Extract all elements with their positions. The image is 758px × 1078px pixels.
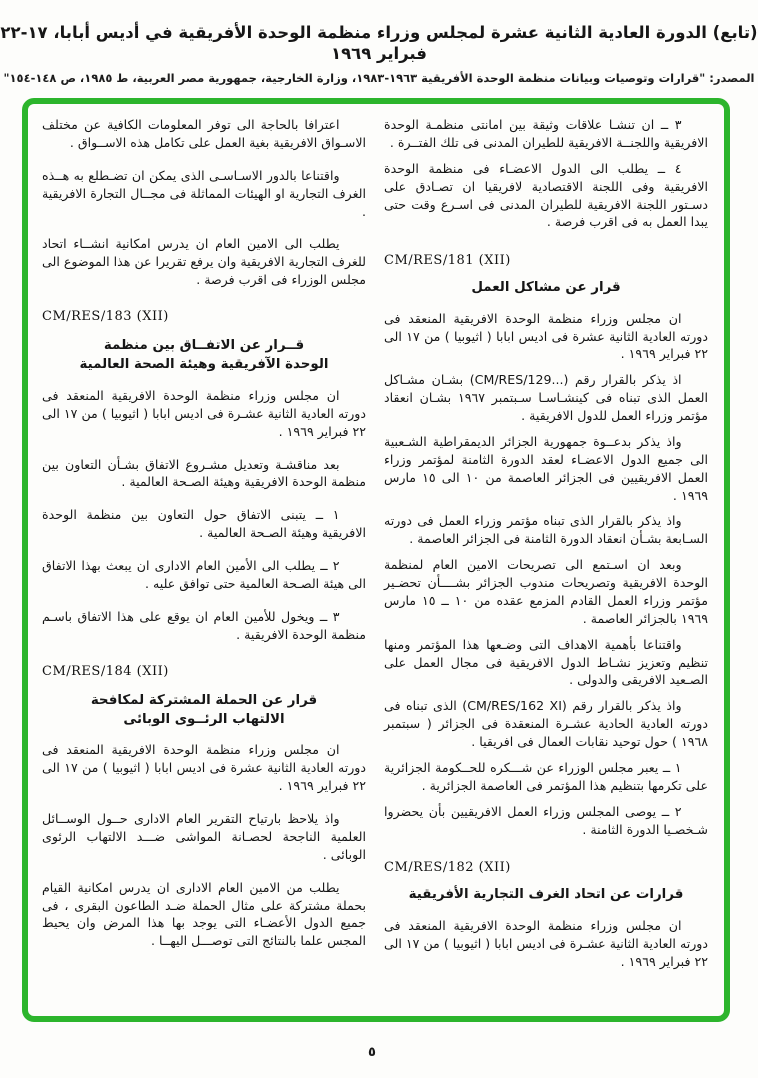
- document-source: المصدر: "قرارات وتوصيات وبيانات منظمة الوحدة الأفريقية ١٩٦٣-١٩٨٣، وزارة الخارجية، جمهورية مصر العربية، ط ١٩٨٥، ص ١٤٨-١٥٤": [3, 70, 755, 85]
- paragraph: واذ يلاحظ بارتياح التقرير العام الادارى حــول الوســائل العلمية الناجحة لحصـانة المواشى ضـــد الالتهاب الرئوى الوبائى .: [42, 811, 366, 862]
- column-left: [42, 116, 366, 1006]
- resolution-title-line: قرارات عن اتحاد الغرف التجارية الأفريقية: [408, 887, 684, 903]
- resolution-title-line: قرار عن الحملة المشتركة لمكافحة: [90, 692, 318, 708]
- paragraph: يطلب الى الامين العام ان يدرس امكانية انشــاء اتحاد للغرف التجارية الافريقية وان يرفع تقريرا عن هذا الموضوع الى مجلس الوزراء فى اقرب فرصة .: [42, 236, 366, 288]
- paragraph: ان مجلس وزراء منظمة الوحدة الافريقية المنعقد فى دورته العادية الثانية عشـرة فى اديس ابابا ( اثيوبيا ) من ١٧ الى ٢٢ فبراير ١٩٦٩ .: [384, 917, 708, 969]
- page-number: ٥: [368, 1045, 376, 1060]
- paragraph: ١ ــ يتبنى الاتفاق حول التعاون بين منظمة الوحدة الافريقية وهيئة الصـحة العالمية .: [42, 507, 366, 541]
- resolution-title: [384, 885, 708, 904]
- paragraph: واذ يذكر بدعــوة جمهورية الجزائر الديمقراطية الشـعبية الى جميع الدول الاعضـاء لعقد الدورة الثامنة لمؤتمر وزراء العمل الافريقيين فى الجزائر العاصمة من ١٠ الى ١٥ مارس ١٩٦٩ .: [384, 433, 708, 503]
- paragraph: وبعد ان اسـتمع الى تصريحات الامين العام لمنظمة الوحدة الافريقية وتصريحات مندوب الجزائر بشــــأن تحضـير مؤتمر وزراء العمل القادم المزمع عقده من ١٠ ــ ١٥ مارس ١٩٦٩ بالجزائر العاصمة .: [384, 557, 709, 626]
- paragraph: بعد مناقشـة وتعديل مشـروع الاتفاق بشـأن التعاون بين منظمة الوحدة الافريقية وهيئة الصـحة العالمية .: [42, 456, 366, 490]
- resolution-number: CM/RES/183 (XII): [42, 309, 169, 324]
- paragraph: واذ يذكر بالقرار رقم (CM/RES/162 XI) الذى تبناه فى دورته العادية الحادية عشـرة المنعقدة فى الجزائر ( سبتمبر ١٩٦٨ ) حول توحيد نقابات العمال فى افريقيا .: [384, 698, 708, 750]
- paragraph: واقتناعا بأهمية الاهداف التى وضـعها هذا المؤتمر ومنها تنظيم وتعزيز نشـاط الدول الافريقية فى مجال العمل على الصـعيد الافريقى والدولى .: [384, 636, 708, 688]
- paragraph: ان مجلس وزراء منظمة الوحدة الافريقية المنعقد فى دورته العادية الثانية عشرة فى اديس ابابا ( اثيوبيا ) من ١٧ الى ٢٢ فبراير ١٩٦٩ .: [42, 742, 366, 794]
- paragraph: ان مجلس وزراء منظمة الوحدة الافريقية المنعقد فى دورته العادية الثانية عشـرة فى اديس ابابا ( اثيوبيا ) من ١٧ الى ٢٢ فبراير ١٩٦٩ .: [42, 387, 366, 439]
- paragraph: ٢ ــ يوصى المجلس وزراء العمل الافريقيين بأن يحضروا شـخصـيا الدورة الثامنة .: [384, 803, 708, 837]
- resolution-title-line: الالتهاب الرئــوى الوبائى: [123, 711, 285, 727]
- paragraph: اذ يذكر بالقرار رقم (...CM/RES/129) بشـان مشـاكل العمل الذى تبناه فى كينشـاسـا سـبتمبر ١٩٦٧ بشـان انعقاد مؤتمر وزراء العمل للدول الافريقية .: [384, 372, 709, 424]
- two-column-layout: [42, 116, 708, 1006]
- document-header: [0, 22, 758, 85]
- paragraph: يطلب من الامين العام الادارى ان يدرس امكانية القيام بحملة مشتركة على مثال الحملة ضـد الطاعون البقرى ، فى جميع الدول الأعضـاء التى يوجد بها هذا المرض وان يحيط المجس علما بالنتائج التى توصـــل اليهــا .: [42, 879, 366, 949]
- paragraph: ٢ ــ يطلب الى الأمين العام الادارى ان يبعث بهذا الاتفاق الى هيئة الصـحة العالمية حتى توافق عليه .: [42, 558, 366, 591]
- resolution-title: [42, 336, 366, 375]
- column-right: [384, 116, 708, 1006]
- resolution-title-line: قرار عن مشاكل العمل: [471, 280, 621, 296]
- resolution-title: [42, 691, 366, 730]
- resolution-number: CM/RES/181 (XII): [384, 253, 511, 269]
- paragraph: ١ ــ يعبر مجلس الوزراء عن شـــكره للحــكومة الجزائرية على تكرمها بتنظيم هذا المؤتمر فى العاصمة الجزائرية .: [384, 759, 708, 793]
- resolution-number: CM/RES/182 (XII): [384, 860, 511, 876]
- paragraph: ان مجلس وزراء منظمة الوحدة الافريقية المنعقد فى دورته العادية الثانية عشرة فى اديس ابابا ( اثيوبيا ) من ١٧ الى ٢٢ فبراير ١٩٦٩ .: [384, 310, 708, 362]
- resolution-title-line: الوحدة الآفريقية وهيئة الصحة العالمية: [79, 357, 329, 373]
- paragraph: ٣ ــ ويخول للأمين العام ان يوقع على هذا الاتفاق باسـم منظمة الوحدة الافريقية .: [42, 608, 366, 642]
- paragraph: واذ يذكر بالقرار الذى تبناه مؤتمر وزراء العمل فى دورته السـابعة بشـأن انعقاد الدورة الثامنة فى الجزائر العاصمة .: [384, 513, 708, 547]
- document-title: (تابع) الدورة العادية الثانية عشرة لمجلس وزراء منظمة الوحدة الأفريقية في أديس أبابا، ١٧-٢٢ فبراير ١٩٦٩: [0, 23, 758, 64]
- paragraph: ٤ ــ يطلب الى الدول الاعضـاء فى منظمة الوحدة الافريقية وفى اللجنة الاقتصادية لافريقيا ان تصـادق على دسـتور اللجنة الافريقية للطيران المدنى فى اسـرع وقت حتى يبدا العمل به فى اقرب فرصة .: [384, 160, 708, 230]
- content-border-box: [22, 98, 730, 1022]
- resolution-title-line: قــرار عن الاتفــاق بين منظمة: [103, 338, 305, 353]
- paragraph: ٣ ــ ان تنشـا علاقات وثيقة بين امانتى منظمـة الوحدة الافريقية واللجنــة الافريقية للطيران المدنى فى تلك الفتــرة .: [384, 117, 708, 150]
- paragraph: اعترافا بالحاجة الى توفر المعلومات الكافية عن مختلف الاسـواق الافريقية بغية العمل على تكامل هذه الاســواق .: [42, 117, 366, 150]
- resolution-title: [384, 278, 708, 297]
- paragraph: واقتناعا بالدور الاسـاسـى الذى يمكن ان تضـطلع به هــذه الغرف التجارية او الهيئات المماثلة فى مجــال التجارة الافريقية .: [42, 167, 366, 219]
- resolution-number: CM/RES/184 (XII): [42, 663, 169, 679]
